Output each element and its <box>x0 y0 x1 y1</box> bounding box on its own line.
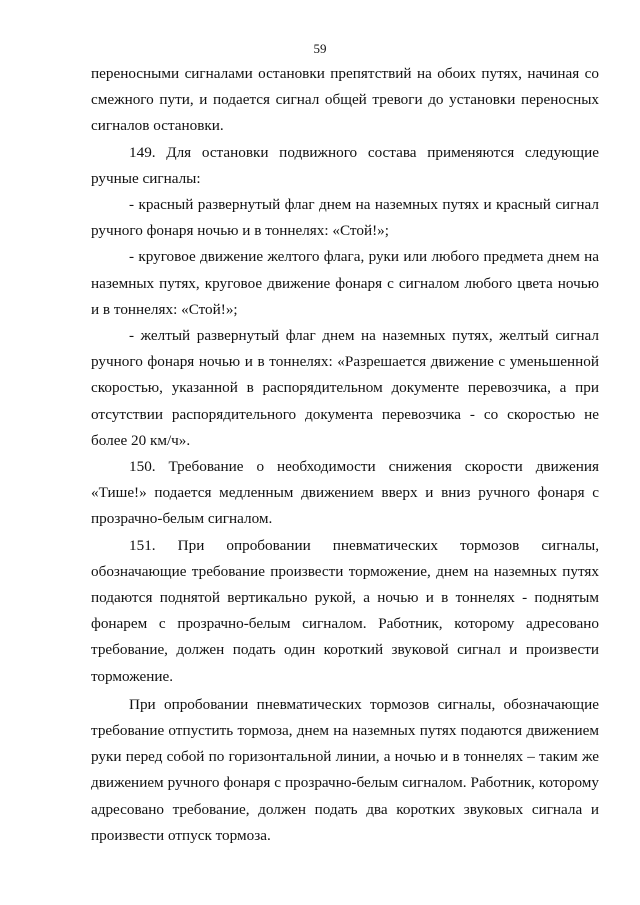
list-item-red-flag: - красный развернутый флаг днем на наземных путях и красный сигнал ручного фонаря ночью и в тоннелях: «Стой!»; <box>91 196 599 240</box>
list-item-circular-motion: - круговое движение желтого флага, руки или любого предмета днем на наземных путях, круговое движение фонаря с сигналом любого цвета ночью и в тоннелях: «Стой!»; <box>91 248 599 318</box>
paragraph-brake-release: При опробовании пневматических тормозов сигналы, обозначающие требование отпустить тормоза, днем на наземных путях подаются движением руки перед собой по горизонтальной линии, а ночью и в тоннелях – таким же движением ручного фонаря с прозрачно-белым сигналом. Работник, которому адресовано требование, должен подать два коротких звуковых сигнала и произвести отпуск тормоза. <box>91 695 599 844</box>
document-body <box>91 61 599 849</box>
page-number: 59 <box>313 41 327 56</box>
paragraph-149: 149. Для остановки подвижного состава применяются следующие ручные сигналы: <box>91 143 599 187</box>
paragraph-continuation: переносными сигналами остановки препятствий на обоих путях, начиная со смежного пути, и подается сигнал общей тревоги до установки переносных сигналов остановки. <box>91 65 599 135</box>
paragraph-150: 150. Требование о необходимости снижения скорости движения «Тише!» подается медленным движением вверх и вниз ручного фонаря с прозрачно-белым сигналом. <box>91 458 599 528</box>
list-item-yellow-flag: - желтый развернутый флаг днем на наземных путях, желтый сигнал ручного фонаря ночью и в тоннелях: «Разрешается движение с уменьшенной скоростью, указанной в распорядительном документе перевозчика, а при отсутствии распорядительного документа перевозчика - со скоростью не более 20 км/ч». <box>91 327 599 449</box>
paragraph-151: 151. При опробовании пневматических тормозов сигналы, обозначающие требование произвести торможение, днем на наземных путях подаются поднятой вертикально рукой, а ночью и в тоннелях - поднятым фонарем с прозрачно-белым сигналом. Работник, которому адресовано требование, должен подать один короткий звуковой сигнал и произвести торможение. <box>91 536 599 685</box>
